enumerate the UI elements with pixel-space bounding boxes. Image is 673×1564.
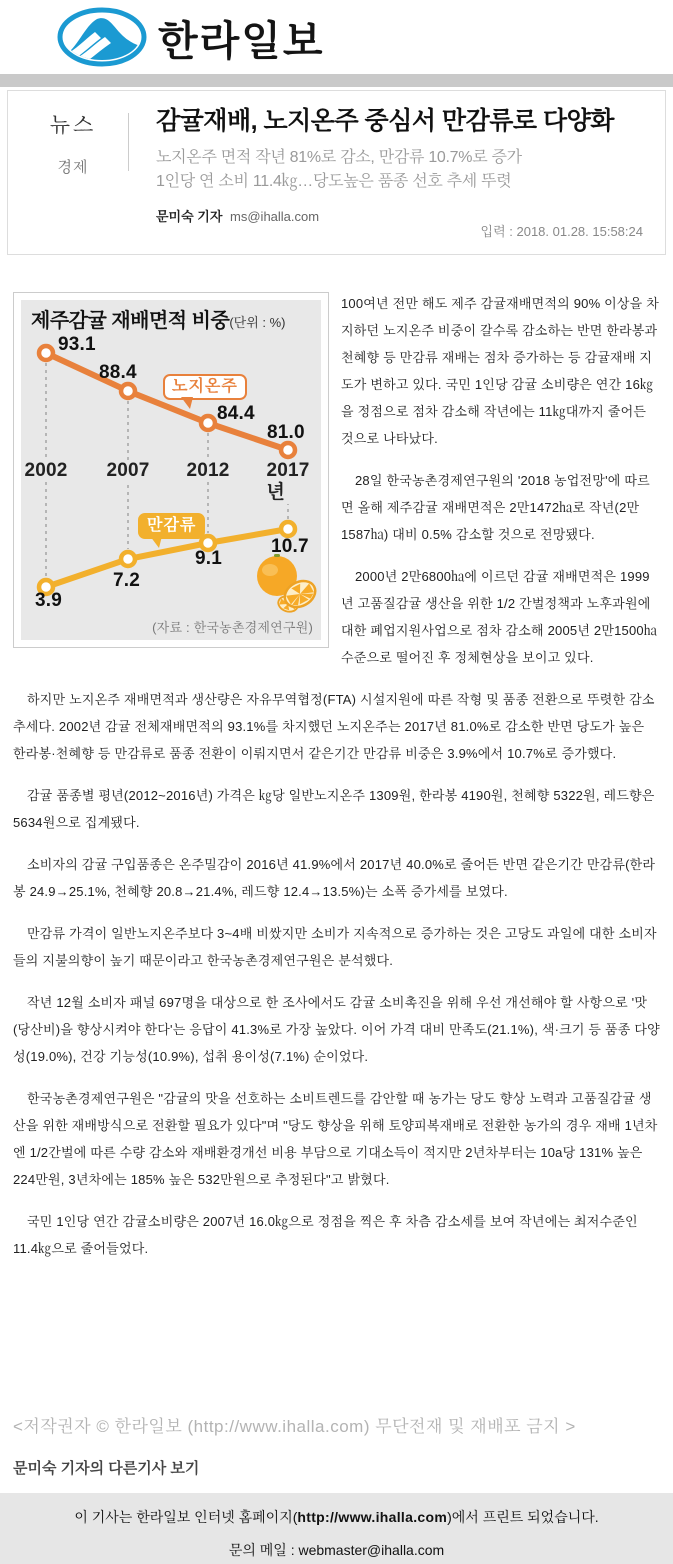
chart-source: (자료 : 한국농촌경제연구원) <box>152 620 313 635</box>
article-body <box>13 290 660 1402</box>
orange-fruit-illustration <box>255 548 319 614</box>
print-notice <box>0 1507 673 1527</box>
data-point-label: 9.1 <box>195 548 223 569</box>
callout-tail <box>150 536 162 548</box>
section-column <box>36 109 110 177</box>
published-date: 입력 : 2018. 01.28. 15:58:24 <box>480 224 643 239</box>
category-label[interactable]: 경제 <box>57 159 89 176</box>
chart-unit-label: (단위 : %) <box>229 315 286 330</box>
reporter-name: 문미숙 기자 <box>156 209 223 224</box>
article-header-box <box>7 90 666 255</box>
headline-column <box>156 101 661 225</box>
body-paragraph: 만감류 가격이 일반노지온주보다 3~4배 비쌌지만 소비가 지속적으로 증가하는 것은 고당도 과일에 대한 소비자들의 지불의향이 높기 때문이라고 한국농촌경제연구원은 분석했다. <box>13 926 657 968</box>
masthead-logo[interactable] <box>56 6 324 68</box>
separator-bar <box>0 74 673 87</box>
body-paragraph: 소비자의 감귤 구입품종은 온주밀감이 2016년 41.9%에서 2017년 40.0%로 줄어든 반면 같은기간 만감류(한라봉 24.9→25.1%, 천혜향 20.8→21.4%, 레드향 12.4→13.5%)는 소폭 증가세를 보였다. <box>13 857 656 899</box>
reporter-email-link[interactable]: ms@ihalla.com <box>230 209 320 224</box>
x-axis-label: 2007 <box>103 460 152 482</box>
chart-title-text: 제주감귤 재배면적 비중 <box>31 310 230 332</box>
body-paragraph: 28일 한국농촌경제연구원의 '2018 농업전망'에 따르면 올해 제주감귤 재배면적은 2만1472㏊로 작년(2만1587㏊) 대비 0.5% 감소할 것으로 전망됐다. <box>341 473 650 542</box>
chart-figure <box>13 292 329 648</box>
article-subtitle-2: 1인당 연 소비 11.4㎏…당도높은 품종 선호 추세 뚜렷 <box>156 173 512 190</box>
x-axis-label: 2017년 <box>263 460 312 504</box>
halla-mountain-logo-icon <box>56 6 148 68</box>
series-callout-label: 노지온주 <box>172 378 238 395</box>
print-notice-suffix: )에서 프린트 되었습니다. <box>447 1509 599 1525</box>
contact-email[interactable]: 문의 메일 : webmaster@ihalla.com <box>228 1542 445 1558</box>
data-point-label: 81.0 <box>267 422 305 443</box>
logo-text: 한라일보 <box>158 17 325 64</box>
data-point-label: 7.2 <box>113 570 141 591</box>
more-articles-link[interactable]: 문미숙 기자의 다른기사 보기 <box>13 1460 200 1477</box>
body-paragraph: 한국농촌경제연구원은 "감귤의 맛을 선호하는 소비트렌드를 감안할 때 농가는 당도 향상 노력과 고품질감귤 생산을 위한 재배방식으로 전환할 필요가 있다"며 "당도 향상을 위해 토양피복재배로 전환한 농가의 경우 재배 1년차엔 1/2간벌에 따른 수량 감소와 재배환경개선 비용 부담으로 기대소득이 적지만 2년차부터는 10a당 131% 높은 224만원, 3년차에는 185% 높은 532만원으로 추정된다"고 밝혔다. <box>13 1091 658 1187</box>
article-title: 감귤재배, 노지온주 중심서 만감류로 다양화 <box>156 107 614 135</box>
print-notice-url: http://www.ihalla.com <box>297 1509 448 1525</box>
print-notice-prefix: 이 기사는 한라일보 인터넷 홈페이지( <box>74 1509 298 1525</box>
data-point-label: 84.4 <box>217 403 255 424</box>
callout-tail <box>181 397 193 409</box>
vertical-divider <box>128 113 129 171</box>
body-paragraph: 100여년 전만 해도 제주 감귤재배면적의 90% 이상을 차지하던 노지온주 비중이 갈수록 감소하는 반면 한라봉과 천혜향 등 만감류 재배는 점차 증가하는 등 감귤재배 지도가 변하고 있다. 국민 1인당 감귤 소비량은 연간 16㎏을 정점으로 점차 감소해 작년에는 11㎏대까지 줄어든 것으로 나타났다. <box>341 296 659 446</box>
series-callout-mangamryu <box>138 513 205 539</box>
body-paragraph: 2000년 2만6800㏊에 이르던 감귤 재배면적은 1999년 고품질감귤 생산을 위한 1/2 간벌정책과 노후과원에 대한 폐업지원사업으로 점차 감소해 2005년 2만1500㏊ 수준으로 떨어진 후 정체현상을 보이고 있다. <box>341 569 658 665</box>
body-paragraph: 작년 12월 소비자 패널 697명을 대상으로 한 조사에서도 감귤 소비촉진을 위해 우선 개선해야 할 사항으로 '맛(당산비)을 향상시켜야 한다'는 응답이 41.3%로 가장 높았다. 이어 가격 대비 만족도(21.1%), 색·크기 등 품종 다양성(19.0%), 건강 기능성(10.9%), 섭취 용이성(7.1%) 순이었다. <box>13 995 660 1064</box>
body-paragraph: 감귤 품종별 평년(2012~2016년) 가격은 ㎏당 일반노지온주 1309원, 한라봉 4190원, 천혜향 5322원, 레드향은 5634원으로 집계됐다. <box>13 788 655 830</box>
masthead <box>0 0 673 74</box>
chart-panel <box>21 300 321 640</box>
section-label[interactable]: 뉴스 <box>49 114 97 137</box>
x-axis-label: 2002 <box>21 460 70 482</box>
chart-title <box>31 308 286 336</box>
body-paragraph: 국민 1인당 연간 감귤소비량은 2007년 16.0㎏으로 정점을 찍은 후 차츰 감소세를 보여 작년에는 최저수준인 11.4㎏으로 줄어들었다. <box>13 1214 638 1256</box>
data-point-label: 88.4 <box>99 362 137 383</box>
article-subtitle-1: 노지온주 면적 작년 81%로 감소, 만감류 10.7%로 증가 <box>156 149 522 166</box>
copyright-notice: <저작권자 © 한라일보 (http://www.ihalla.com) 무단전재 및 재배포 금지 > <box>13 1417 576 1436</box>
body-paragraph: 하지만 노지온주 재배면적과 생산량은 자유무역협정(FTA) 시설지원에 따른 작형 및 품종 전환으로 뚜렷한 감소 추세다. 2002년 감귤 전체재배면적의 93.1%를 차지했던 노지온주는 2017년 81.0%로 감소한 반면 당도가 높은 한라봉·천혜향 등 만감류로 품종 전환이 이뤄지면서 같은기간 만감류 비중은 3.9%에서 10.7%로 증가했다. <box>13 692 655 761</box>
series-callout-nojionju <box>163 374 247 400</box>
print-footer <box>0 1493 673 1564</box>
data-point-label: 3.9 <box>35 590 63 611</box>
series-callout-label: 만감류 <box>147 517 197 534</box>
data-point-label: 93.1 <box>58 334 96 355</box>
data-point-label: 10.7 <box>271 536 309 557</box>
x-axis-label: 2012 <box>183 460 232 482</box>
